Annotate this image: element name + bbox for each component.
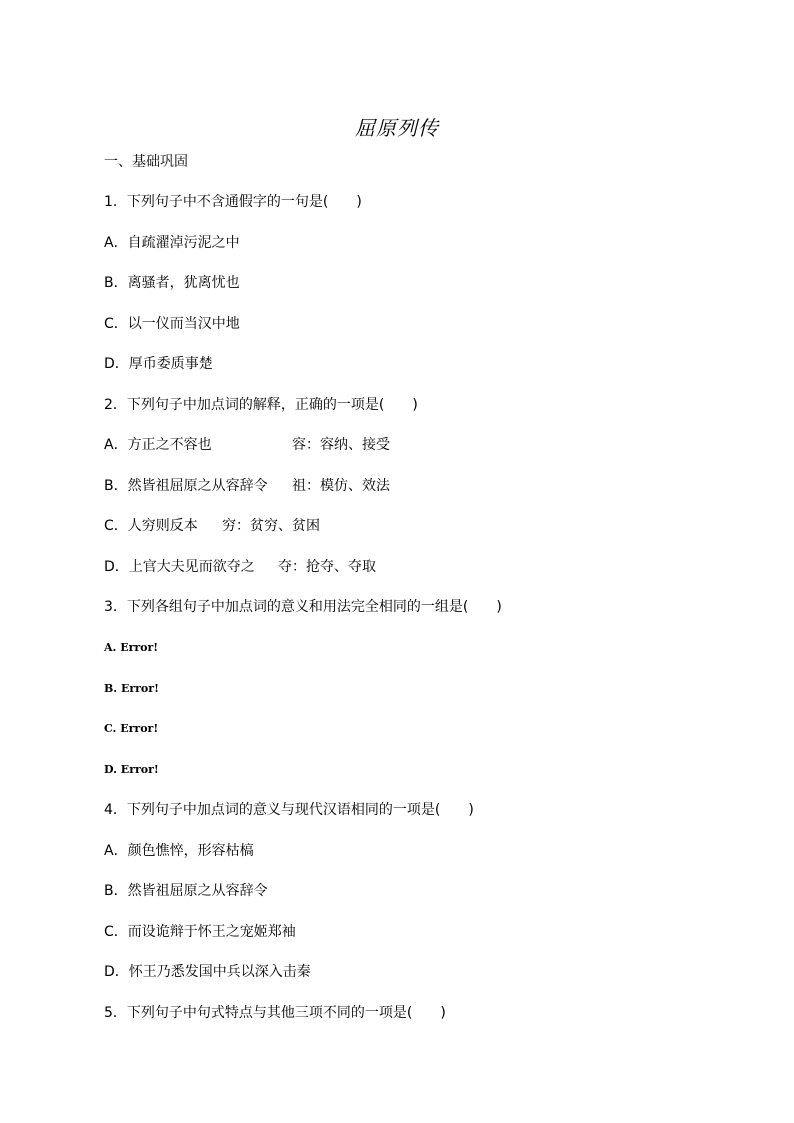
option-text: D．上官大夫见而欲夺之 xyxy=(104,559,255,575)
question-1-option-c: C．以一仪而当汉中地 xyxy=(104,316,240,332)
question-3-option-d: D. Error! xyxy=(104,763,159,776)
question-3-stem: 3．下列各组句子中加点词的意义和用法完全相同的一组是( ) xyxy=(104,599,502,615)
option-text: B．然皆祖屈原之从容辞令 xyxy=(104,478,268,494)
question-4-option-b: B．然皆祖屈原之从容辞令 xyxy=(104,883,268,899)
option-text: A．方正之不容也 xyxy=(104,437,212,453)
question-4-option-c: C．而设诡辩于怀王之宠姬郑袖 xyxy=(104,924,296,940)
question-3-option-b: B. Error! xyxy=(104,682,159,695)
question-1-option-a: A．自疏濯淖污泥之中 xyxy=(104,235,240,251)
question-1-option-d: D．厚币委质事楚 xyxy=(104,356,213,372)
document-title: 屈原列传 xyxy=(355,116,439,140)
option-gloss: 容：容纳、接受 xyxy=(292,437,390,453)
question-4-stem: 4．下列句子中加点词的意义与现代汉语相同的一项是( ) xyxy=(104,802,474,818)
option-gloss: 祖：模仿、效法 xyxy=(292,478,390,494)
question-3-option-a: A. Error! xyxy=(104,641,159,654)
option-text: C．人穷则反本 xyxy=(104,518,198,534)
question-4-option-d: D．怀王乃悉发国中兵以深入击秦 xyxy=(104,964,311,980)
section-heading: 一、基础巩固 xyxy=(104,154,188,170)
question-2-stem: 2．下列句子中加点词的解释，正确的一项是( ) xyxy=(104,397,418,413)
question-3-option-c: C. Error! xyxy=(104,722,159,735)
question-1-option-b: B．离骚者，犹离忧也 xyxy=(104,275,240,291)
option-gloss: 穷：贫穷、贫困 xyxy=(222,518,320,534)
question-1-stem: 1．下列句子中不含通假字的一句是( ) xyxy=(104,194,362,210)
question-5-stem: 5．下列句子中句式特点与其他三项不同的一项是( ) xyxy=(104,1005,446,1021)
option-gloss: 夺：抢夺、夺取 xyxy=(278,559,376,575)
question-4-option-a: A．颜色憔悴，形容枯槁 xyxy=(104,843,254,859)
